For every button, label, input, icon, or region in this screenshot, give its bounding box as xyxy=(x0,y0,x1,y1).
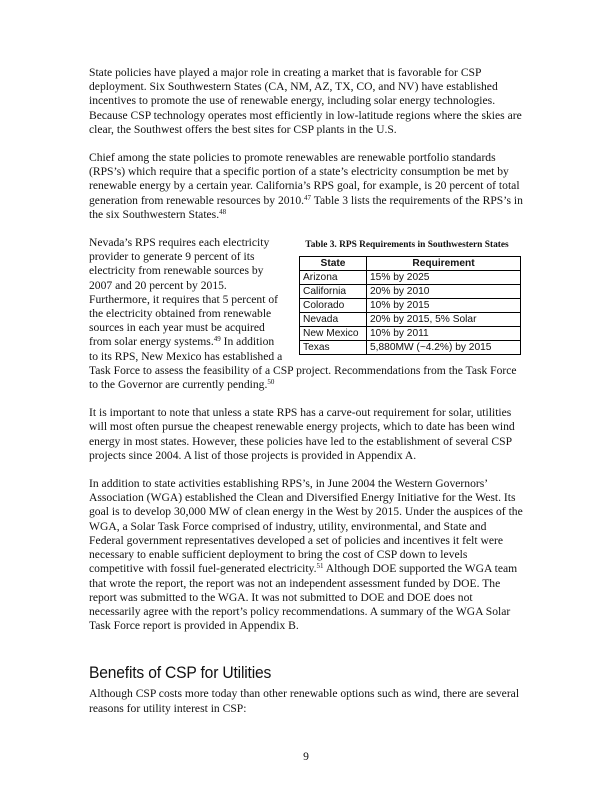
table-cell-state: Colorado xyxy=(300,299,367,313)
table-wrap-section xyxy=(89,236,523,392)
table-cell-requirement: 10% by 2015 xyxy=(367,299,521,313)
footnote-ref: 47 xyxy=(304,193,312,202)
paragraph-text: Although DOE supported the WGA team that wrote the report, the report was not an independent assessment funded by DOE. The report was submitted to the WGA. It was not submitted to DOE and DOE does not necessarily agree with the report’s policy recommendations. A summary of the WGA Solar Task Force report is provided in Appendix B. xyxy=(89,562,518,633)
table-header-state: State xyxy=(300,257,367,271)
table-caption: Table 3. RPS Requirements in Southwestern States xyxy=(305,240,509,251)
table-cell-requirement: 10% by 2011 xyxy=(367,327,521,341)
table-row xyxy=(300,285,521,299)
table-header-row xyxy=(300,257,521,271)
rps-table xyxy=(299,256,521,355)
table-cell-state: Texas xyxy=(300,341,367,355)
table-cell-requirement: 5,880MW (~4.2%) by 2015 xyxy=(367,341,521,355)
document-page xyxy=(89,66,523,716)
page-number: 9 xyxy=(303,750,309,763)
table-row xyxy=(300,271,521,285)
footnote-ref: 51 xyxy=(316,562,324,571)
paragraph-wga xyxy=(89,477,523,633)
paragraph-text: Table 3 lists the requirements of the RPS’s in the six Southwestern States. xyxy=(89,193,523,221)
table-cell-state: New Mexico xyxy=(300,327,367,341)
table-cell-requirement: 20% by 2010 xyxy=(367,285,521,299)
paragraph-utility-interest: Although CSP costs more today than other renewable options such as wind, there are several reasons for utility interest in CSP: xyxy=(89,687,520,715)
paragraph-rps-overview xyxy=(89,151,523,222)
section-heading: Benefits of CSP for Utilities xyxy=(89,663,272,683)
table-header-requirement: Requirement xyxy=(367,257,521,271)
paragraph-carve-out: It is important to note that unless a state RPS has a carve-out requirement for solar, utilities will most often pursue the cheapest renewable energy projects, which to date has been wind energy in most states. However, these policies have led to the establishment of several CSP projects since 2004. A list of those projects is provided in Appendix A. xyxy=(89,406,515,462)
table-row xyxy=(300,341,521,355)
rps-table-block xyxy=(291,236,523,355)
table-cell-state: Arizona xyxy=(300,271,367,285)
table-cell-requirement: 20% by 2015, 5% Solar xyxy=(367,313,521,327)
paragraph-text: Chief among the state policies to promote renewables are renewable portfolio standards (RPS’s) which require that a specific portion of a state’s electricity consumption be met by renewable energy by a certain year. California’s RPS goal, for example, is 20 percent of total generation from renewable resources by 2010. xyxy=(89,151,520,207)
table-row xyxy=(300,313,521,327)
footnote-ref: 49 xyxy=(213,335,221,344)
table-row xyxy=(300,327,521,341)
table-cell-state: California xyxy=(300,285,367,299)
paragraph-text: In addition to its RPS, New Mexico has established a Task Force to assess the feasibility of a CSP project. Recommendations from the Task Force to the Governor are currently pending. xyxy=(89,335,517,392)
paragraph-text: In addition to state activities establishing RPS’s, in June 2004 the Western Governors’ Association (WGA) established the Clean and Diversified Energy Initiative for the West. Its goal is to develop 30,000 MW of clean energy in the West by 2015. Under the auspices of the WGA, a Solar Task Force comprised of industry, utility, environmental, and State and Federal government representatives developed a set of policies and incentives it felt were necessary to enable sufficient deployment to bring the cost of CSP down to levels competitive with fossil fuel-generated electricity. xyxy=(89,477,523,576)
table-row xyxy=(300,299,521,313)
table-cell-requirement: 15% by 2025 xyxy=(367,271,521,285)
table-cell-state: Nevada xyxy=(300,313,367,327)
footnote-ref: 50 xyxy=(267,378,275,387)
paragraph-state-policies: State policies have played a major role in creating a market that is favorable for CSP deployment. Six Southwestern States (CA, NM, AZ, TX, CO, and NV) have established incentives to promote the use of renewable energy, including solar energy technologies. Because CSP technology operates most efficiently in low-latitude regions where the skies are clear, the Southwest offers the best sites for CSP plants in the U.S. xyxy=(89,66,522,136)
paragraph-text: Nevada’s RPS requires each electricity provider to generate 9 percent of its electricity from renewable sources by 2007 and 20 percent by 2015. Furthermore, it requires that 5 percent of the electricity obtained from renewable sources in each year must be acquired from solar energy systems. xyxy=(89,236,278,349)
footnote-ref: 48 xyxy=(219,207,227,216)
